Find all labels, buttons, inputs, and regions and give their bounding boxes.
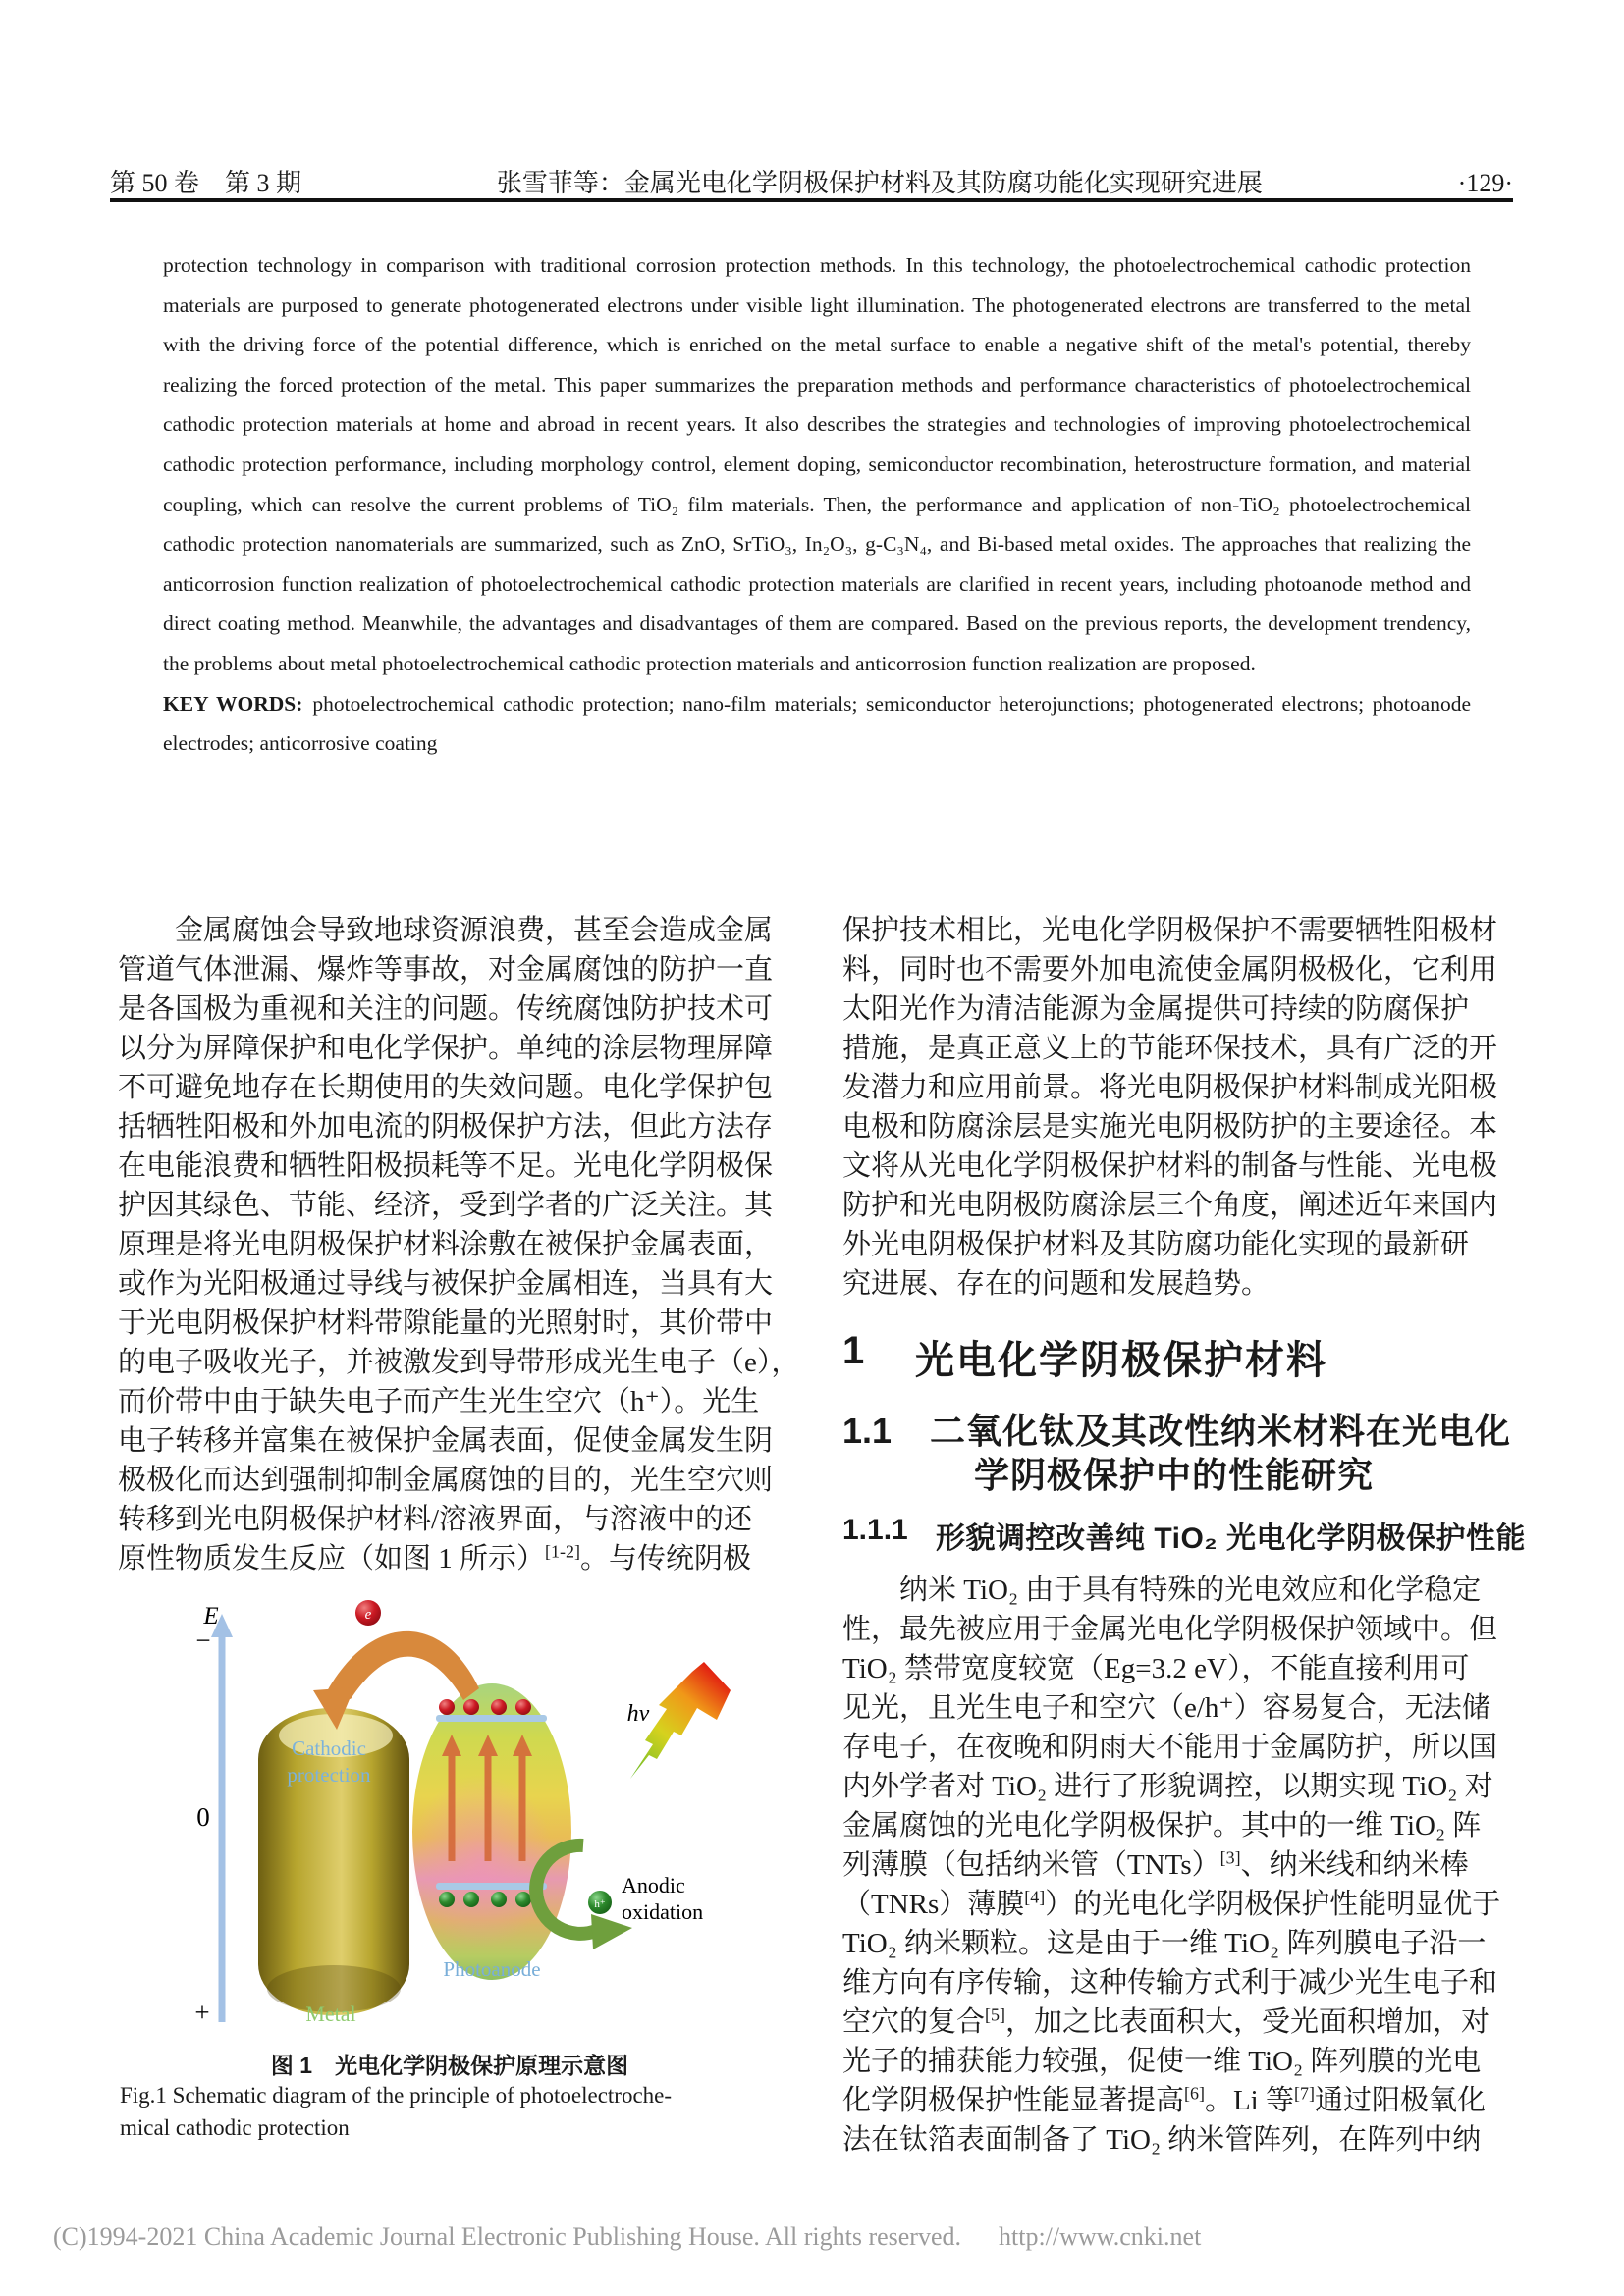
potential-axis xyxy=(194,1603,233,2027)
issue-info: 第 50 卷 第 3 期 xyxy=(110,169,302,197)
text-line: 是各国极为重视和关注的问题。传统腐蚀防护技术可 xyxy=(118,993,774,1025)
citation-ref: [4] xyxy=(1024,1887,1046,1907)
keywords-paragraph xyxy=(163,684,1471,764)
text-line: 太阳光作为清洁能源为金属提供可持续的防腐保护 xyxy=(842,993,1470,1025)
text-line: 措施，是真正意义上的节能环保技术，具有广泛的开 xyxy=(842,1033,1498,1064)
citation-ref: [6] xyxy=(1184,2083,1205,2104)
section-title-line1: 二氧化钛及其改性纳米材料在光电化 xyxy=(930,1411,1512,1451)
text-line: 于光电阴极保护材料带隙能量的光照射时，其价带中 xyxy=(118,1308,774,1339)
text-line: 原理是将光电阴极保护材料涂敷在被保护金属表面， xyxy=(118,1229,774,1260)
left-column xyxy=(118,911,800,1578)
citation-ref: [7] xyxy=(1294,2083,1315,2104)
text-line xyxy=(842,2002,1506,2042)
anodic-oxidation-label-line1: Anodic xyxy=(622,1873,685,1897)
text-line xyxy=(118,1539,782,1578)
copyright-text: (C)1994-2021 China Academic Journal Electronic Publishing House. All rights reserved. xyxy=(53,2222,961,2251)
cathodic-protection-label-line1: Cathodic xyxy=(292,1736,366,1760)
text-line: 性，最先被应用于金属光电化学阴极保护领域中。但 xyxy=(842,1614,1498,1645)
header-rule xyxy=(110,198,1513,202)
text-line: 括牺牲阳极和外加电流的阴极保护方法，但此方法存 xyxy=(118,1111,774,1143)
axis-minus-label: − xyxy=(195,1626,211,1655)
section-heading-1-1 xyxy=(842,1409,1511,1497)
text-line: 见光，且光生电子和空穴（e/h⁺）容易复合，无法储 xyxy=(842,1692,1490,1724)
text-run: 列薄膜（包括纳米管（TNTs） xyxy=(842,1849,1220,1881)
hv-label: hv xyxy=(626,1701,650,1727)
text-line: 转移到光电阴极保护材料/溶液界面，与溶液中的还 xyxy=(118,1504,753,1535)
text-run: 原性物质发生反应（如图 1 所示） xyxy=(118,1543,546,1575)
abstract-block xyxy=(163,245,1471,764)
axis-zero-label: 0 xyxy=(196,1802,210,1832)
abstract-text: protection technology in comparison with traditional corrosion protection methods. In this technology, the photoelectrochemical cathodic protection materials are purposed to generate photogenerated electrons under visible light illumination. The photogenerated electrons are transferred to the metal with the driving force of the potential difference, which is enriched on the metal surface to enable a negative shift of the metal's potential, thereby realizing the forced protection of the metal. This paper summarizes the preparation methods and performance characteristics of photoelectrochemical cathodic protection materials at home and abroad in recent years. It also describes the strategies and technologies of improving photoelectrochemical cathodic protection performance, including morphology control, element doping, semiconductor recombination, heterostructure formation, and material coupling, which can resolve the current problems of TiO₂ film materials. Then, the performance and application of non-TiO₂ photoelectrochemical cathodic protection nanomaterials are summarized, such as ZnO, SrTiO₃, In₂O₃, g-C₃N₄, and Bi-based metal oxides. The approaches that realizing the anticorrosion function realization of photoelectrochemical cathodic protection materials are clarified in recent years, including photoanode method and direct coating method. Meanwhile, the advantages and disadvantages of them are compared. Based on the previous reports, the development trendency, the problems about metal photoelectrochemical cathodic protection materials and anticorrosion function realization are proposed. xyxy=(163,253,1471,675)
text-line: 或作为光阳极通过导线与被保护金属相连，当具有大 xyxy=(118,1268,774,1300)
text-run: 。与传统阴极 xyxy=(579,1543,751,1575)
text-run: 化学阴极保护性能显著提高 xyxy=(842,2085,1185,2116)
section-title: 形貌调控改善纯 TiO₂ 光电化学阴极保护性能 xyxy=(936,1522,1526,1555)
page-footer xyxy=(53,2222,1201,2252)
section-number: 1.1.1 xyxy=(842,1514,908,1546)
right-column-p2 xyxy=(842,1571,1506,2160)
axis-label: E xyxy=(203,1603,219,1629)
text-run: 空穴的复合 xyxy=(842,2006,986,2038)
electron-label: e xyxy=(364,1607,372,1623)
anodic-oxidation-label-line2: oxidation xyxy=(622,1899,704,1924)
text-line: 纳米 TiO₂ 由于具有特殊的光电效应和化学稳定 xyxy=(899,1575,1482,1606)
section-number: 1.1 xyxy=(842,1411,893,1451)
keywords-text: photoelectrochemical cathodic protection; nano-film materials; semiconductor heterojunctions; photogenerated electrons; photoanode electrodes; anticorrosive coating xyxy=(163,691,1471,756)
keywords-label: KEY WORDS: xyxy=(163,691,303,716)
text-line: 维方向有序传输，这种传输方式利于减少光生电子和 xyxy=(842,1967,1498,1999)
text-line: 管道气体泄漏、爆炸等事故，对金属腐蚀的防护一直 xyxy=(118,954,774,986)
text-line xyxy=(842,1845,1506,1885)
electron-sphere xyxy=(355,1600,381,1626)
page-header xyxy=(110,163,1513,199)
citation-ref: [5] xyxy=(985,2004,1005,2025)
section-heading-1 xyxy=(842,1329,1327,1385)
text-line: 在电能浪费和牺牲阳极损耗等不足。光电化学阴极保 xyxy=(118,1150,774,1182)
text-line: TiO₂ 禁带宽度较宽（Eg=3.2 eV），不能直接利用可 xyxy=(842,1653,1470,1684)
hole-sphere xyxy=(588,1891,612,1914)
page-number: ·129· xyxy=(1457,169,1513,197)
text-line: 不可避免地存在长期使用的失效问题。电化学保护包 xyxy=(118,1072,774,1103)
text-line: 光子的捕获能力较强，促使一维 TiO₂ 阵列膜的光电 xyxy=(842,2046,1482,2077)
text-run: 。Li 等 xyxy=(1204,2085,1294,2116)
section-title-line2: 学阴极保护中的性能研究 xyxy=(974,1455,1375,1495)
section-number: 1 xyxy=(842,1329,865,1372)
running-title: 张雪菲等：金属光电化学阴极保护材料及其防腐功能化实现研究进展 xyxy=(496,169,1263,197)
text-line: 存电子，在夜晚和阴雨天不能用于金属防护，所以国 xyxy=(842,1732,1498,1763)
section-title: 光电化学阴极保护材料 xyxy=(915,1339,1327,1382)
figure-caption-en xyxy=(120,2079,784,2144)
text-line: 料，同时也不需要外加电流使金属阴极极化，它利用 xyxy=(842,954,1498,986)
citation-ref: [1-2] xyxy=(545,1541,580,1562)
text-run: （TNRs）薄膜 xyxy=(842,1889,1025,1920)
photoanode-label: Photoanode xyxy=(443,1957,541,1981)
text-line: 内外学者对 TiO₂ 进行了形貌调控，以期实现 TiO₂ 对 xyxy=(842,1771,1493,1802)
text-line: 究进展、存在的问题和发展趋势。 xyxy=(842,1268,1271,1300)
axis-plus-label: + xyxy=(194,1998,210,2027)
right-column xyxy=(842,911,1506,1304)
text-line: 金属腐蚀的光电化学阴极保护。其中的一维 TiO₂ 阵 xyxy=(842,1810,1482,1842)
text-line: 外光电阴极保护材料及其防腐功能化实现的最新研 xyxy=(842,1229,1470,1260)
text-line: 文将从光电化学阴极保护材料的制备与性能、光电极 xyxy=(842,1150,1498,1182)
text-line: 发潜力和应用前景。将光电阴极保护材料制成光阳极 xyxy=(842,1072,1498,1103)
citation-ref: [3] xyxy=(1219,1847,1241,1868)
text-line: 极极化而达到强制抑制金属腐蚀的目的，光生空穴则 xyxy=(118,1465,774,1496)
text-line: 而价带中由于缺失电子而产生光生空穴（h⁺）。光生 xyxy=(118,1386,760,1417)
text-line xyxy=(842,2081,1506,2120)
hole-label: h⁺ xyxy=(594,1898,606,1910)
text-line: 保护技术相比，光电化学阴极保护不需要牺牲阳极材 xyxy=(842,915,1498,946)
text-run: 通过阳极氧化 xyxy=(1314,2085,1486,2116)
text-line: 护因其绿色、节能、经济，受到学者的广泛关注。其 xyxy=(118,1190,774,1221)
text-line: 的电子吸收光子，并被激发到导带形成光生电子（e）， xyxy=(118,1347,800,1378)
conduction-band-bar xyxy=(436,1715,547,1722)
text-run: ）的光电化学阴极保护性能明显优于 xyxy=(1045,1889,1501,1920)
text-run: 、纳米线和纳米棒 xyxy=(1240,1849,1469,1881)
text-line: 防护和光电阴极防腐涂层三个角度，阐述近年来国内 xyxy=(842,1190,1498,1221)
photoanode-ellipse xyxy=(408,1683,571,1980)
metal-cylinder xyxy=(258,1708,409,2015)
cathodic-protection-label-line2: protection xyxy=(287,1763,371,1787)
text-line: 电极和防腐涂层是实施光电阴极防护的主要途径。本 xyxy=(842,1111,1498,1143)
text-line: 法在钛箔表面制备了 TiO₂ 纳米管阵列，在阵列中纳 xyxy=(842,2124,1482,2156)
text-line xyxy=(842,1885,1506,1924)
abstract-paragraph xyxy=(163,245,1471,684)
text-run: ，加之比表面积大，受光面积增加，对 xyxy=(1004,2006,1489,2038)
metal-label: Metal xyxy=(305,2002,356,2026)
figure1-schematic xyxy=(118,1598,805,2030)
text-line: TiO₂ 纳米颗粒。这是由于一维 TiO₂ 阵列膜电子沿一 xyxy=(842,1928,1487,1959)
text-line: 电子转移并富集在被保护金属表面，促使金属发生阴 xyxy=(118,1425,774,1457)
text-line: 金属腐蚀会导致地球资源浪费，甚至会造成金属 xyxy=(175,915,774,946)
cnki-url: http://www.cnki.net xyxy=(999,2222,1202,2251)
figure-caption-en-line2: mical cathodic protection xyxy=(120,2115,350,2140)
figure-caption-cn: 图 1 光电化学阴极保护原理示意图 xyxy=(270,2053,629,2078)
figure-caption-en-line1: Fig.1 Schematic diagram of the principle of photoelectroche- xyxy=(120,2083,673,2108)
text-line: 以分为屏障保护和电化学保护。单纯的涂层物理屏障 xyxy=(118,1033,774,1064)
section-heading-1-1-1 xyxy=(842,1514,1526,1557)
